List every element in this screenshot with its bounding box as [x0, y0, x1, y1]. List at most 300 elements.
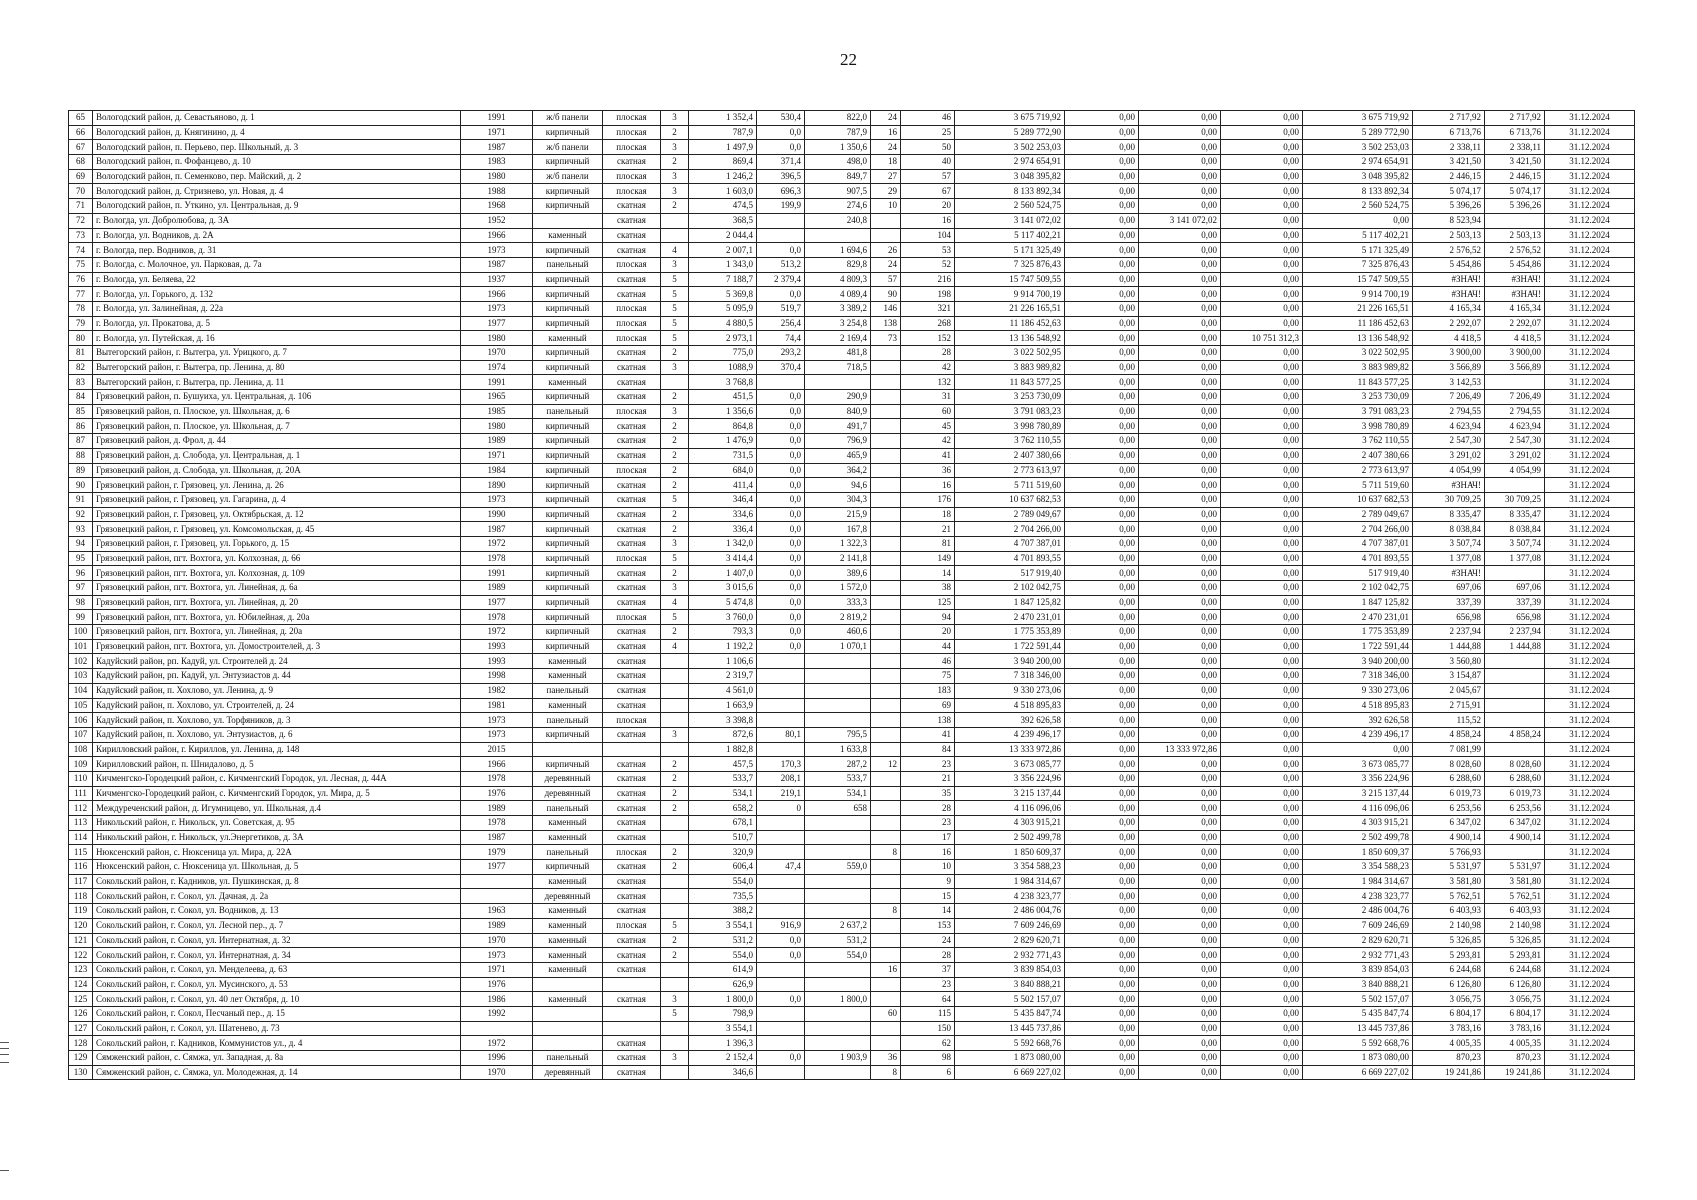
cell-cost-per-sqm: 5 074,17: [1413, 184, 1485, 199]
cell-roof-type: плоская: [603, 169, 661, 184]
cell-wall-material: кирпичный: [533, 536, 603, 551]
cell-cost-per-sqm: 2 292,07: [1413, 316, 1485, 331]
cell-regional-funds: 0,00: [1139, 228, 1221, 243]
cell-row-number: 89: [69, 463, 93, 478]
cell-floors: 2: [661, 507, 689, 522]
cell-apartments: [871, 536, 901, 551]
cell-roof-type: скатная: [603, 816, 661, 831]
cell-cost-per-sqm: 4 005,35: [1413, 1036, 1485, 1051]
cell-local-funds: 0,00: [1221, 111, 1303, 126]
cell-total-cost: 2 773 613,97: [955, 463, 1065, 478]
cell-roof-type: скатная: [603, 522, 661, 537]
cell-residents: 125: [901, 595, 955, 610]
cell-completion-date: 31.12.2024: [1545, 125, 1635, 140]
cell-floors: [661, 375, 689, 390]
cell-nonresidential-area: 0,0: [757, 595, 805, 610]
cell-total-area: 3 015,6: [689, 581, 757, 596]
table-row: [69, 316, 1635, 331]
cell-wall-material: кирпичный: [533, 581, 603, 596]
cell-cost-per-sqm: 2 140,98: [1413, 918, 1485, 933]
cell-residents: 36: [901, 463, 955, 478]
cell-federal-funds: 0,00: [1065, 977, 1139, 992]
cell-total-area: 4 561,0: [689, 683, 757, 698]
cell-residents: 149: [901, 551, 955, 566]
cell-federal-funds: 0,00: [1065, 904, 1139, 919]
cell-owner-funds: 3 840 888,21: [1303, 977, 1413, 992]
cell-apartments: 24: [871, 111, 901, 126]
cell-apartments: [871, 492, 901, 507]
cell-apartments: 29: [871, 184, 901, 199]
cell-total-area: 7 188,7: [689, 272, 757, 287]
cell-floors: 2: [661, 771, 689, 786]
cell-cost-limit: 5 396,26: [1485, 199, 1545, 214]
cell-cost-per-sqm: 6 347,02: [1413, 816, 1485, 831]
cell-roof-type: скатная: [603, 962, 661, 977]
cell-apartments: [871, 727, 901, 742]
cell-row-number: 108: [69, 742, 93, 757]
cell-row-number: 67: [69, 140, 93, 155]
cell-total-cost: 3 502 253,03: [955, 140, 1065, 155]
cell-cost-limit: 1 377,08: [1485, 551, 1545, 566]
cell-floors: 2: [661, 125, 689, 140]
table-row: [69, 111, 1635, 126]
cell-federal-funds: 0,00: [1065, 1006, 1139, 1021]
cell-cost-limit: 5 326,85: [1485, 933, 1545, 948]
cell-federal-funds: 0,00: [1065, 816, 1139, 831]
cell-floors: 3: [661, 992, 689, 1007]
cell-residents: 67: [901, 184, 955, 199]
cell-owner-funds: 3 791 083,23: [1303, 404, 1413, 419]
cell-total-area: 614,9: [689, 962, 757, 977]
cell-nonresidential-area: 0,0: [757, 492, 805, 507]
cell-address: Вологодский район, д. Княгинино, д. 4: [93, 125, 461, 140]
cell-floors: 2: [661, 933, 689, 948]
cell-wall-material: каменный: [533, 375, 603, 390]
cell-nonresidential-area: [757, 874, 805, 889]
cell-completion-date: 31.12.2024: [1545, 1036, 1635, 1051]
cell-row-number: 124: [69, 977, 93, 992]
cell-floors: 2: [661, 463, 689, 478]
cell-residential-area: 274,6: [805, 199, 871, 214]
cell-nonresidential-area: 916,9: [757, 918, 805, 933]
cell-completion-date: 31.12.2024: [1545, 595, 1635, 610]
cell-federal-funds: 0,00: [1065, 492, 1139, 507]
cell-federal-funds: 0,00: [1065, 683, 1139, 698]
cell-roof-type: скатная: [603, 536, 661, 551]
cell-residential-area: 796,9: [805, 434, 871, 449]
cell-federal-funds: 0,00: [1065, 375, 1139, 390]
cell-owner-funds: 3 762 110,55: [1303, 434, 1413, 449]
cell-total-area: 735,5: [689, 889, 757, 904]
cell-cost-limit: 8 028,60: [1485, 757, 1545, 772]
cell-total-area: 731,5: [689, 448, 757, 463]
cell-completion-date: 31.12.2024: [1545, 713, 1635, 728]
cell-floors: 2: [661, 948, 689, 963]
cell-roof-type: скатная: [603, 595, 661, 610]
cell-local-funds: 0,00: [1221, 830, 1303, 845]
cell-owner-funds: 2 974 654,91: [1303, 155, 1413, 170]
cell-regional-funds: 0,00: [1139, 698, 1221, 713]
cell-roof-type: скатная: [603, 243, 661, 258]
cell-residential-area: [805, 375, 871, 390]
cell-floors: [661, 698, 689, 713]
cell-local-funds: 0,00: [1221, 243, 1303, 258]
cell-nonresidential-area: [757, 904, 805, 919]
cell-nonresidential-area: 0,0: [757, 992, 805, 1007]
cell-regional-funds: 0,00: [1139, 169, 1221, 184]
table-row: [69, 125, 1635, 140]
cell-residential-area: 215,9: [805, 507, 871, 522]
cell-build-year: 1974: [461, 360, 533, 375]
cell-local-funds: 0,00: [1221, 257, 1303, 272]
table-row: [69, 933, 1635, 948]
cell-total-cost: 11 186 452,63: [955, 316, 1065, 331]
cell-build-year: 1983: [461, 155, 533, 170]
cell-floors: 5: [661, 287, 689, 302]
cell-regional-funds: 0,00: [1139, 889, 1221, 904]
cell-cost-limit: 3 421,50: [1485, 155, 1545, 170]
cell-roof-type: плоская: [603, 111, 661, 126]
table-row: [69, 463, 1635, 478]
cell-cost-limit: 6 403,93: [1485, 904, 1545, 919]
cell-regional-funds: 0,00: [1139, 1006, 1221, 1021]
cell-total-cost: 13 445 737,86: [955, 1021, 1065, 1036]
cell-floors: 2: [661, 625, 689, 640]
cell-floors: [661, 1065, 689, 1080]
cell-total-cost: 3 883 989,82: [955, 360, 1065, 375]
cell-local-funds: 0,00: [1221, 375, 1303, 390]
cell-total-area: 1 476,9: [689, 434, 757, 449]
cell-wall-material: [533, 742, 603, 757]
cell-federal-funds: 0,00: [1065, 390, 1139, 405]
cell-regional-funds: 0,00: [1139, 346, 1221, 361]
cell-regional-funds: 0,00: [1139, 904, 1221, 919]
cell-apartments: [871, 375, 901, 390]
table-row: [69, 816, 1635, 831]
cell-total-cost: 2 829 620,71: [955, 933, 1065, 948]
cell-total-area: 474,5: [689, 199, 757, 214]
cell-nonresidential-area: [757, 962, 805, 977]
cell-build-year: 1980: [461, 419, 533, 434]
cell-completion-date: 31.12.2024: [1545, 287, 1635, 302]
cell-owner-funds: 9 914 700,19: [1303, 287, 1413, 302]
cell-apartments: [871, 771, 901, 786]
cell-build-year: 1990: [461, 507, 533, 522]
cell-total-area: 2 044,4: [689, 228, 757, 243]
cell-build-year: 1989: [461, 434, 533, 449]
cell-row-number: 84: [69, 390, 93, 405]
cell-cost-limit: 3 507,74: [1485, 536, 1545, 551]
cell-address: Сямженский район, с. Сямжа, ул. Молодежная, д. 14: [93, 1065, 461, 1080]
cell-address: Вологодский район, д. Севастьяново, д. 1: [93, 111, 461, 126]
cell-federal-funds: 0,00: [1065, 331, 1139, 346]
cell-row-number: 114: [69, 830, 93, 845]
cell-local-funds: 0,00: [1221, 992, 1303, 1007]
cell-wall-material: каменный: [533, 933, 603, 948]
table-row: [69, 683, 1635, 698]
cell-residential-area: 1 572,0: [805, 581, 871, 596]
cell-residential-area: [805, 683, 871, 698]
table-row: [69, 566, 1635, 581]
cell-federal-funds: 0,00: [1065, 111, 1139, 126]
cell-cost-limit: [1485, 478, 1545, 493]
cell-cost-per-sqm: 3 560,80: [1413, 654, 1485, 669]
cell-cost-per-sqm: 6 288,60: [1413, 771, 1485, 786]
cell-roof-type: скатная: [603, 228, 661, 243]
cell-cost-limit: 3 783,16: [1485, 1021, 1545, 1036]
cell-roof-type: скатная: [603, 492, 661, 507]
cell-cost-limit: 870,23: [1485, 1051, 1545, 1066]
cell-roof-type: плоская: [603, 301, 661, 316]
cell-apartments: 90: [871, 287, 901, 302]
cell-total-area: 320,9: [689, 845, 757, 860]
cell-roof-type: скатная: [603, 786, 661, 801]
cell-completion-date: 31.12.2024: [1545, 140, 1635, 155]
cell-total-area: 793,3: [689, 625, 757, 640]
cell-floors: [661, 742, 689, 757]
cell-apartments: 8: [871, 845, 901, 860]
cell-address: Кичменгско-Городецкий район, с. Кичменгский Городок, ул. Мира, д. 5: [93, 786, 461, 801]
cell-row-number: 123: [69, 962, 93, 977]
cell-cost-per-sqm: 3 421,50: [1413, 155, 1485, 170]
cell-completion-date: 31.12.2024: [1545, 434, 1635, 449]
cell-apartments: [871, 581, 901, 596]
cell-completion-date: 31.12.2024: [1545, 1021, 1635, 1036]
cell-build-year: 1979: [461, 845, 533, 860]
cell-cost-limit: 3 291,02: [1485, 448, 1545, 463]
cell-total-cost: 1 873 080,00: [955, 1051, 1065, 1066]
cell-local-funds: 0,00: [1221, 698, 1303, 713]
cell-total-cost: 3 839 854,03: [955, 962, 1065, 977]
cell-completion-date: 31.12.2024: [1545, 669, 1635, 684]
cell-residential-area: 1 070,1: [805, 639, 871, 654]
cell-address: Грязовецкий район, п. Бушуиха, ул. Центральная, д. 106: [93, 390, 461, 405]
cell-completion-date: 31.12.2024: [1545, 962, 1635, 977]
cell-roof-type: плоская: [603, 918, 661, 933]
cell-row-number: 107: [69, 727, 93, 742]
cell-completion-date: 31.12.2024: [1545, 904, 1635, 919]
cell-residents: 41: [901, 448, 955, 463]
cell-owner-funds: 5 711 519,60: [1303, 478, 1413, 493]
cell-cost-limit: 5 074,17: [1485, 184, 1545, 199]
cell-regional-funds: 3 141 072,02: [1139, 213, 1221, 228]
cell-build-year: 1963: [461, 904, 533, 919]
cell-floors: 3: [661, 257, 689, 272]
cell-floors: 5: [661, 1006, 689, 1021]
cell-row-number: 97: [69, 581, 93, 596]
cell-completion-date: 31.12.2024: [1545, 581, 1635, 596]
cell-federal-funds: 0,00: [1065, 581, 1139, 596]
cell-nonresidential-area: 0,0: [757, 243, 805, 258]
cell-owner-funds: 7 318 346,00: [1303, 669, 1413, 684]
cell-local-funds: 0,00: [1221, 1065, 1303, 1080]
cell-row-number: 105: [69, 698, 93, 713]
cell-local-funds: 0,00: [1221, 169, 1303, 184]
cell-regional-funds: 0,00: [1139, 301, 1221, 316]
cell-wall-material: каменный: [533, 830, 603, 845]
cell-cost-per-sqm: 6 804,17: [1413, 1006, 1485, 1021]
cell-total-cost: 11 843 577,25: [955, 375, 1065, 390]
cell-total-area: 1 497,9: [689, 140, 757, 155]
cell-apartments: [871, 228, 901, 243]
cell-local-funds: 0,00: [1221, 301, 1303, 316]
cell-residential-area: [805, 1065, 871, 1080]
cell-cost-per-sqm: 6 126,80: [1413, 977, 1485, 992]
table-row: [69, 1021, 1635, 1036]
cell-wall-material: панельный: [533, 845, 603, 860]
cell-wall-material: каменный: [533, 654, 603, 669]
cell-build-year: 1952: [461, 213, 533, 228]
cell-local-funds: 0,00: [1221, 713, 1303, 728]
page-number: 22: [840, 50, 857, 69]
cell-apartments: [871, 639, 901, 654]
cell-nonresidential-area: 0,0: [757, 478, 805, 493]
cell-roof-type: скатная: [603, 566, 661, 581]
cell-nonresidential-area: [757, 1065, 805, 1080]
cell-floors: 2: [661, 390, 689, 405]
cell-wall-material: кирпичный: [533, 463, 603, 478]
cell-floors: 5: [661, 272, 689, 287]
cell-local-funds: 0,00: [1221, 977, 1303, 992]
cell-cost-limit: 5 762,51: [1485, 889, 1545, 904]
cell-build-year: 1982: [461, 683, 533, 698]
cell-local-funds: 0,00: [1221, 316, 1303, 331]
cell-address: Кадуйский район, п. Хохлово, ул. Ленина, д. 9: [93, 683, 461, 698]
cell-address: Никольский район, г. Никольск, ул. Советская, д. 95: [93, 816, 461, 831]
cell-address: Кирилловский район, г. Кириллов, ул. Ленина, д. 148: [93, 742, 461, 757]
cell-row-number: 129: [69, 1051, 93, 1066]
cell-wall-material: [533, 977, 603, 992]
cell-residential-area: [805, 698, 871, 713]
cell-nonresidential-area: 0,0: [757, 1051, 805, 1066]
cell-local-funds: 0,00: [1221, 1051, 1303, 1066]
cell-total-cost: 4 707 387,01: [955, 536, 1065, 551]
cell-cost-per-sqm: 2 045,67: [1413, 683, 1485, 698]
cell-roof-type: скатная: [603, 683, 661, 698]
cell-apartments: [871, 419, 901, 434]
cell-federal-funds: 0,00: [1065, 698, 1139, 713]
cell-owner-funds: 2 407 380,66: [1303, 448, 1413, 463]
table-row: [69, 228, 1635, 243]
cell-cost-per-sqm: 8 028,60: [1413, 757, 1485, 772]
cell-residents: 16: [901, 478, 955, 493]
cell-build-year: 1980: [461, 169, 533, 184]
cell-total-cost: 6 669 227,02: [955, 1065, 1065, 1080]
cell-regional-funds: 0,00: [1139, 933, 1221, 948]
cell-row-number: 115: [69, 845, 93, 860]
cell-total-cost: 3 673 085,77: [955, 757, 1065, 772]
cell-address: Сямженский район, с. Сямжа, ул. Западная, д. 8а: [93, 1051, 461, 1066]
cell-apartments: 16: [871, 962, 901, 977]
cell-completion-date: 31.12.2024: [1545, 727, 1635, 742]
cell-cost-per-sqm: 19 241,86: [1413, 1065, 1485, 1080]
cell-floors: 2: [661, 448, 689, 463]
cell-total-area: 775,0: [689, 346, 757, 361]
cell-residents: 25: [901, 125, 955, 140]
cell-total-cost: 4 701 893,55: [955, 551, 1065, 566]
cell-total-area: 3 414,4: [689, 551, 757, 566]
cell-apartments: [871, 522, 901, 537]
table-row: [69, 713, 1635, 728]
cell-address: Грязовецкий район, п. Плоское, ул. Школьная, д. 6: [93, 404, 461, 419]
cell-cost-per-sqm: 6 713,76: [1413, 125, 1485, 140]
cell-residential-area: [805, 904, 871, 919]
cell-wall-material: каменный: [533, 816, 603, 831]
cell-floors: [661, 889, 689, 904]
cell-total-cost: 21 226 165,51: [955, 301, 1065, 316]
cell-build-year: 1998: [461, 669, 533, 684]
cell-cost-per-sqm: 2 717,92: [1413, 111, 1485, 126]
cell-residents: 53: [901, 243, 955, 258]
cell-wall-material: кирпичный: [533, 243, 603, 258]
cell-completion-date: 31.12.2024: [1545, 536, 1635, 551]
cell-wall-material: кирпичный: [533, 125, 603, 140]
cell-completion-date: 31.12.2024: [1545, 948, 1635, 963]
cell-total-area: 1 603,0: [689, 184, 757, 199]
cell-apartments: [871, 404, 901, 419]
cell-residential-area: 491,7: [805, 419, 871, 434]
cell-roof-type: скатная: [603, 889, 661, 904]
cell-total-area: 510,7: [689, 830, 757, 845]
cell-local-funds: 0,00: [1221, 448, 1303, 463]
cell-total-area: 457,5: [689, 757, 757, 772]
cell-residents: 57: [901, 169, 955, 184]
cell-build-year: 1996: [461, 1051, 533, 1066]
cell-nonresidential-area: [757, 683, 805, 698]
cell-floors: 3: [661, 536, 689, 551]
cell-total-area: 1 342,0: [689, 536, 757, 551]
cell-address: г. Вологда, пер. Водников, д. 31: [93, 243, 461, 258]
cell-total-cost: 5 435 847,74: [955, 1006, 1065, 1021]
cell-cost-per-sqm: 4 858,24: [1413, 727, 1485, 742]
scan-edge-mark: [0, 1054, 9, 1055]
cell-floors: 2: [661, 419, 689, 434]
cell-local-funds: 0,00: [1221, 434, 1303, 449]
cell-nonresidential-area: 0,0: [757, 639, 805, 654]
cell-local-funds: 0,00: [1221, 1021, 1303, 1036]
cell-owner-funds: 2 829 620,71: [1303, 933, 1413, 948]
cell-build-year: 1977: [461, 595, 533, 610]
cell-completion-date: 31.12.2024: [1545, 213, 1635, 228]
cell-build-year: 1978: [461, 551, 533, 566]
cell-residential-area: 1 633,8: [805, 742, 871, 757]
cell-local-funds: 0,00: [1221, 727, 1303, 742]
cell-federal-funds: 0,00: [1065, 551, 1139, 566]
cell-roof-type: скатная: [603, 771, 661, 786]
cell-cost-per-sqm: 4 623,94: [1413, 419, 1485, 434]
table-row: [69, 522, 1635, 537]
cell-apartments: 12: [871, 757, 901, 772]
cell-cost-per-sqm: 2 794,55: [1413, 404, 1485, 419]
cell-build-year: 1937: [461, 272, 533, 287]
cell-residents: 23: [901, 977, 955, 992]
cell-roof-type: скатная: [603, 698, 661, 713]
cell-cost-limit: 4 900,14: [1485, 830, 1545, 845]
table-row: [69, 610, 1635, 625]
cell-residents: 18: [901, 507, 955, 522]
cell-roof-type: скатная: [603, 830, 661, 845]
cell-cost-limit: 3 056,75: [1485, 992, 1545, 1007]
cell-completion-date: 31.12.2024: [1545, 184, 1635, 199]
table-row: [69, 346, 1635, 361]
cell-cost-per-sqm: 6 019,73: [1413, 786, 1485, 801]
cell-total-cost: 3 048 395,82: [955, 169, 1065, 184]
cell-residents: 24: [901, 933, 955, 948]
table-row: [69, 169, 1635, 184]
table-row: [69, 199, 1635, 214]
cell-total-cost: 2 932 771,43: [955, 948, 1065, 963]
cell-total-cost: 1 722 591,44: [955, 639, 1065, 654]
